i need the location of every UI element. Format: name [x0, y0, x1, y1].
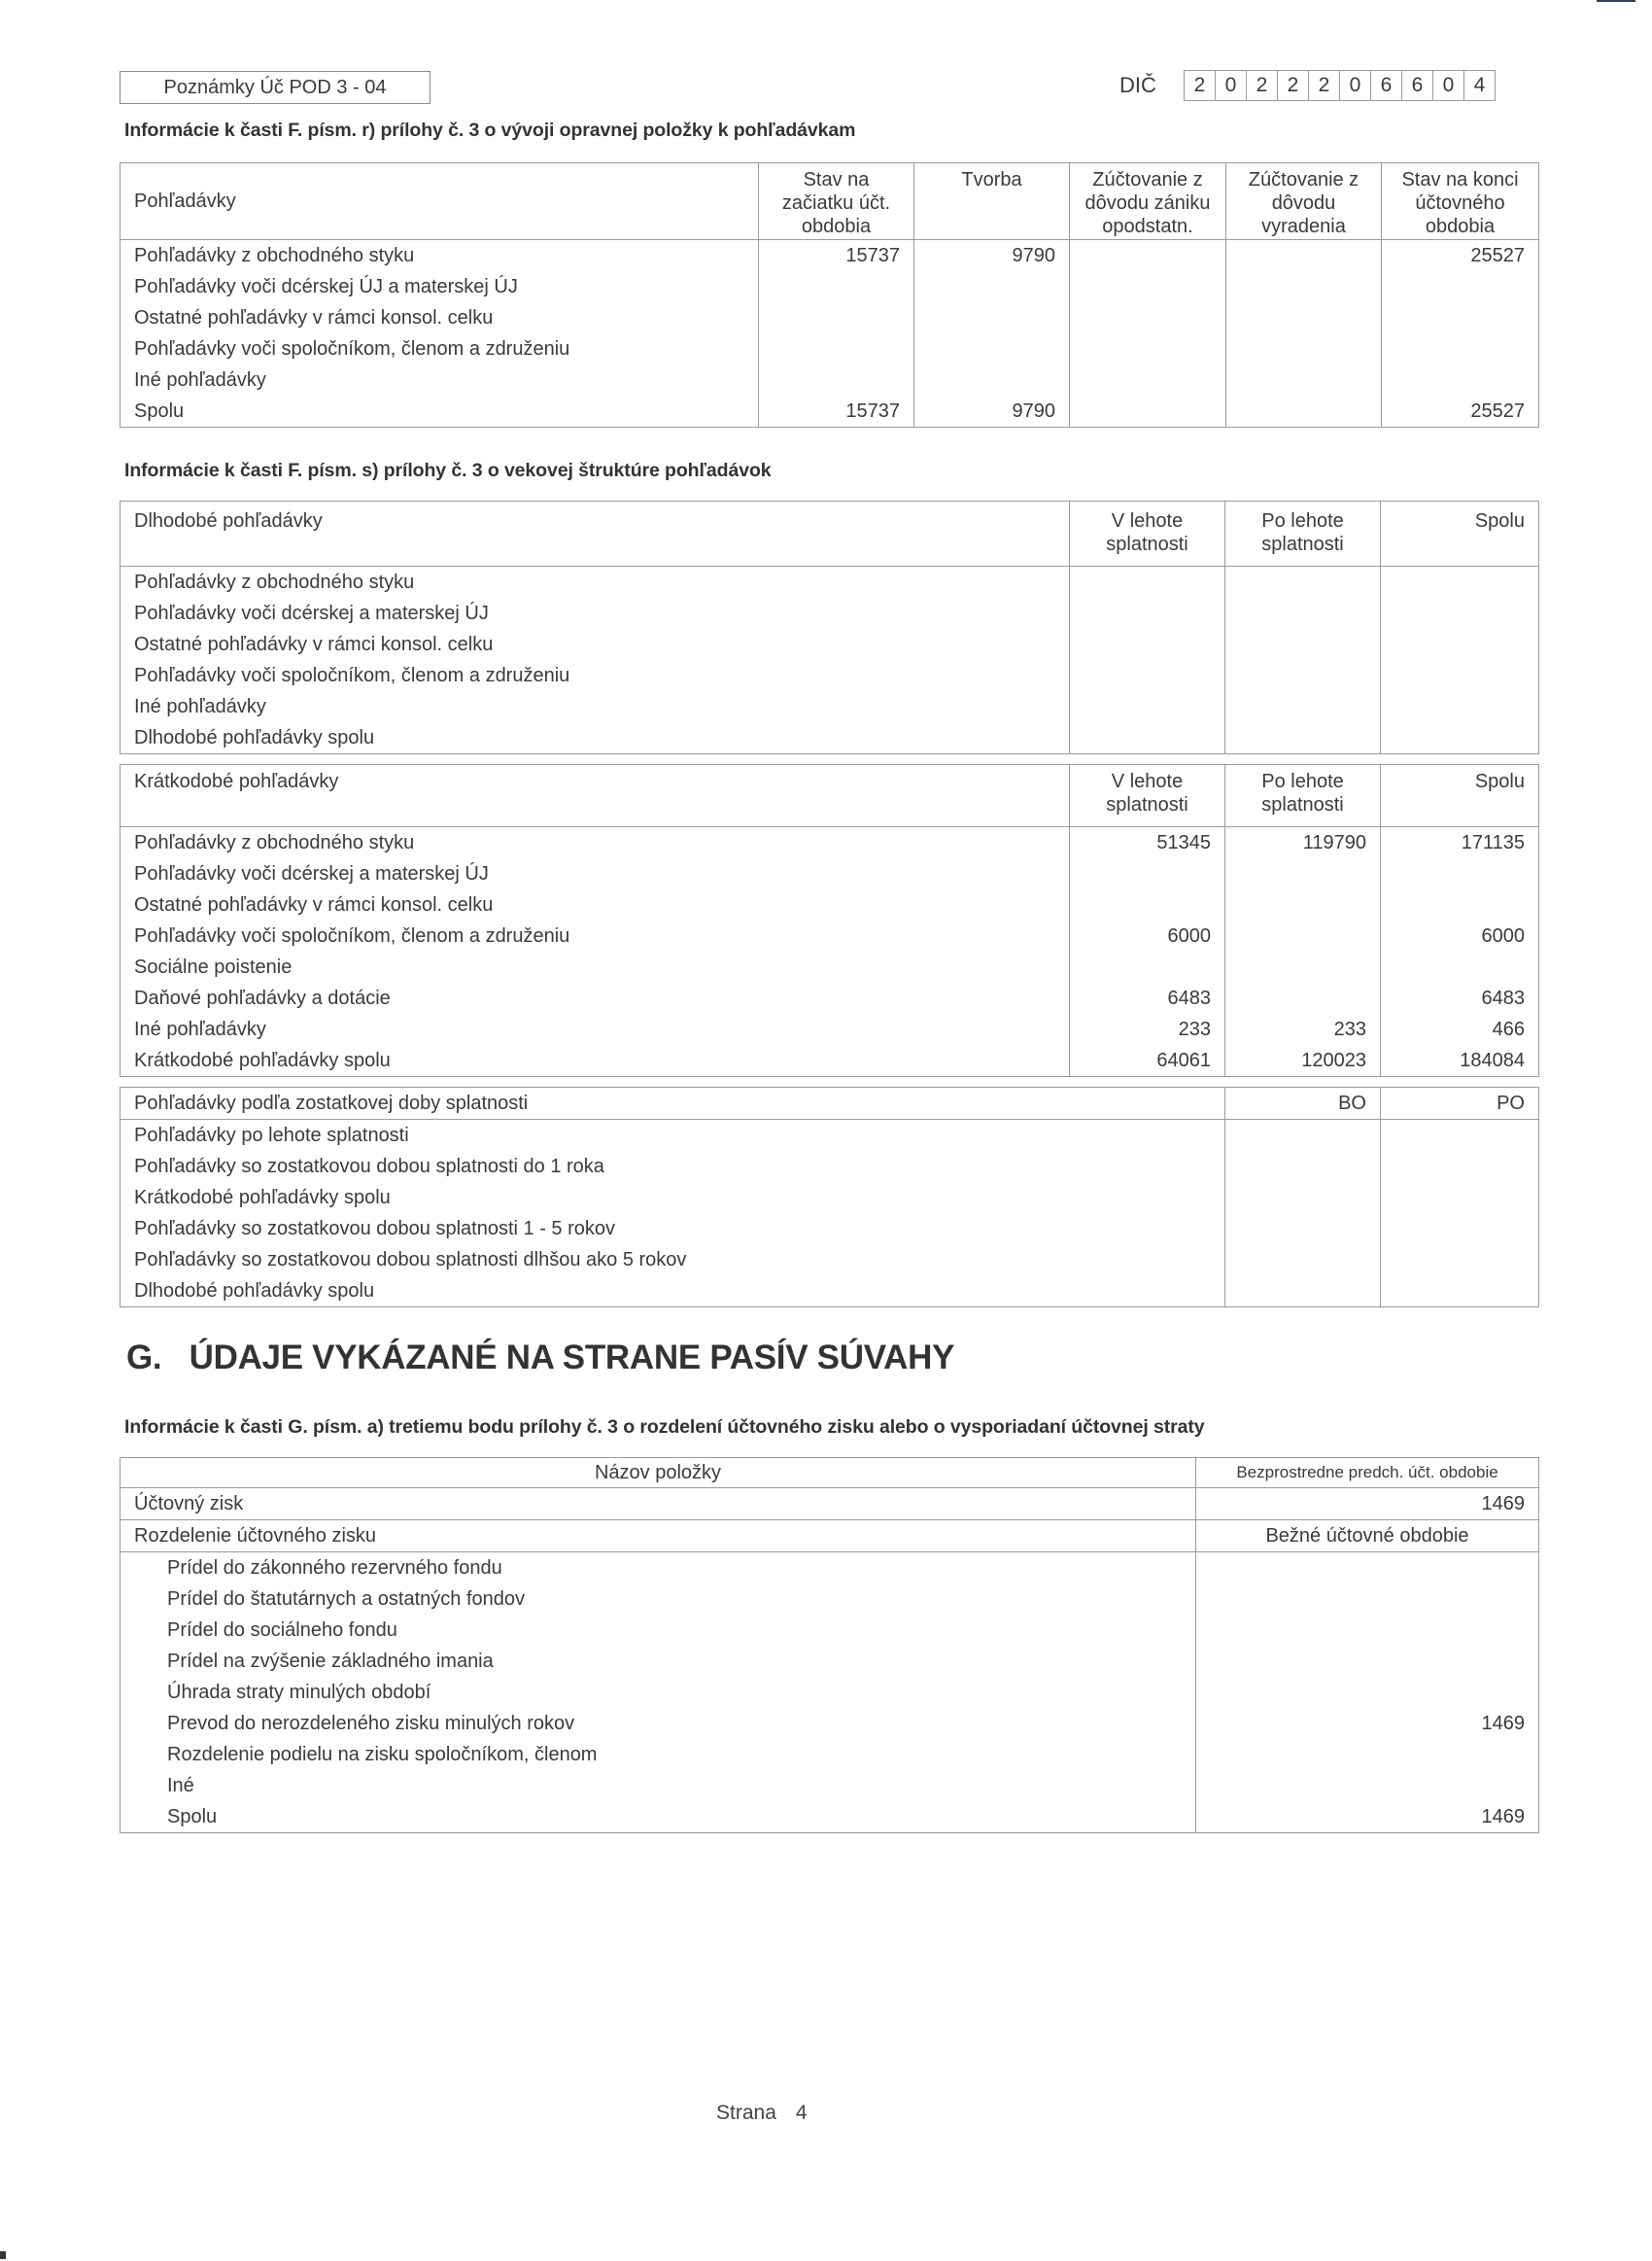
section-g-title: Informácie k časti G. písm. a) tretiemu bodu prílohy č. 3 o rozdelení účtovného zisku alebo o vysporiadaní účtovnej straty [124, 1416, 1205, 1438]
cell-overdue [1225, 921, 1381, 952]
dic-digit: 2 [1309, 71, 1340, 100]
cell-total [1381, 660, 1539, 691]
table-total-row [120, 1045, 1539, 1077]
cell-end [1382, 302, 1539, 333]
table-header-row [120, 1458, 1539, 1488]
table-row [120, 1213, 1539, 1244]
column-header: PO [1381, 1088, 1539, 1120]
table-row [120, 1120, 1539, 1152]
table-total-row [120, 1801, 1539, 1833]
cell-po [1381, 1182, 1539, 1213]
column-header: Stav na konci účtovného obdobia [1382, 163, 1539, 240]
cell-in-term [1070, 691, 1225, 722]
row-label: Daňové pohľadávky a dotácie [134, 988, 391, 1009]
cell-overdue [1225, 598, 1381, 629]
row-label: Dlhodobé pohľadávky spolu [134, 727, 375, 748]
table-row [120, 1770, 1539, 1801]
cell-settle-void [1070, 396, 1226, 428]
cell-po [1381, 1275, 1539, 1307]
table-row [120, 858, 1539, 889]
cell-start: 15737 [759, 396, 914, 428]
cell-bo [1225, 1151, 1381, 1182]
cell-end [1382, 271, 1539, 302]
column-header: Tvorba [914, 163, 1070, 240]
table-row [120, 827, 1539, 859]
page-number: 4 [795, 2102, 808, 2124]
cell-total [1381, 629, 1539, 660]
table-row [120, 1677, 1539, 1708]
page-footer [716, 2102, 808, 2125]
column-header: BO [1225, 1088, 1381, 1120]
table-row [120, 1151, 1539, 1182]
cell-value [1196, 1677, 1539, 1708]
row-label: Pohľadávky z obchodného styku [134, 245, 415, 266]
cell-total [1381, 567, 1539, 599]
row-label: Krátkodobé pohľadávky spolu [134, 1050, 391, 1071]
cell-bo [1225, 1275, 1381, 1307]
table-row [120, 598, 1539, 629]
cell-in-term [1070, 722, 1225, 754]
column-header: Po lehote splatnosti [1225, 502, 1381, 567]
dic-digit: 2 [1247, 71, 1278, 100]
scan-artifact [0, 2251, 6, 2259]
cell-total [1381, 889, 1539, 921]
column-header: Bežné účtovné obdobie [1196, 1520, 1539, 1552]
cell-bo [1225, 1182, 1381, 1213]
cell-po [1381, 1151, 1539, 1182]
cell-creation: 9790 [914, 396, 1070, 428]
cell-overdue [1225, 983, 1381, 1014]
cell-creation [914, 302, 1070, 333]
cell-settle-void [1070, 365, 1226, 396]
row-label: Ostatné pohľadávky v rámci konsol. celku [134, 634, 494, 655]
table-row [120, 240, 1539, 272]
table-row [120, 1182, 1539, 1213]
long-term-receivables-table [120, 501, 1539, 754]
cell-end: 25527 [1382, 396, 1539, 428]
cell-po [1381, 1120, 1539, 1152]
allowance-table [120, 162, 1539, 428]
table-total-row [120, 722, 1539, 754]
row-label: Pohľadávky z obchodného styku [134, 572, 415, 593]
cell-settle-remove [1226, 302, 1382, 333]
profit-distribution-table [120, 1457, 1539, 1833]
dic-digit: 4 [1473, 74, 1486, 96]
column-header: V lehote splatnosti [1070, 765, 1225, 827]
profit-row [120, 1488, 1539, 1520]
cell-settle-void [1070, 240, 1226, 272]
row-label: Prídel do štatutárnych a ostatných fondov [167, 1588, 525, 1610]
dic-digit: 2 [1185, 71, 1216, 100]
cell-total [1381, 691, 1539, 722]
table-row [120, 660, 1539, 691]
column-header: Pohľadávky podľa zostatkovej doby splatnosti [120, 1088, 1225, 1120]
dic-label: DIČ [1119, 73, 1156, 97]
cell-value [1196, 1646, 1539, 1677]
row-label: Prevod do nerozdeleného zisku minulých rokov [167, 1713, 575, 1734]
column-header: Zúčtovanie z dôvodu vyradenia [1226, 163, 1382, 240]
cell-in-term [1070, 567, 1225, 599]
section-fr-title: Informácie k časti F. písm. r) prílohy č. 3 o vývoji opravnej položky k pohľadávkam [124, 120, 856, 141]
cell-start [759, 365, 914, 396]
cell-in-term: 6000 [1070, 921, 1225, 952]
column-header: Spolu [1381, 765, 1539, 827]
row-label: Prídel do zákonného rezervného fondu [167, 1557, 502, 1579]
row-label: Rozdelenie podielu na zisku spoločníkom, členom [167, 1744, 598, 1765]
row-label: Pohľadávky so zostatkovou dobou splatnosti 1 - 5 rokov [134, 1218, 616, 1239]
cell-in-term: 233 [1070, 1014, 1225, 1045]
row-label: Pohľadávky voči dcérskej ÚJ a materskej ÚJ [134, 276, 518, 297]
cell-in-term [1070, 598, 1225, 629]
table-header-row [120, 1088, 1539, 1120]
cell-total: 171135 [1381, 827, 1539, 859]
row-label: Pohľadávky voči spoločníkom, členom a združeniu [134, 665, 570, 686]
page-label: Strana [716, 2102, 776, 2124]
column-header: Dlhodobé pohľadávky [120, 502, 1070, 567]
cell-overdue [1225, 691, 1381, 722]
row-label: Pohľadávky po lehote splatnosti [134, 1125, 409, 1146]
column-header: Spolu [1381, 502, 1539, 567]
column-header: Zúčtovanie z dôvodu zániku opodstatn. [1070, 163, 1226, 240]
cell-start [759, 302, 914, 333]
table-row [120, 567, 1539, 599]
row-label: Spolu [167, 1806, 218, 1827]
row-label: Úhrada straty minulých období [167, 1682, 431, 1703]
row-label: Prídel na zvýšenie základného imania [167, 1651, 494, 1672]
table-row [120, 1739, 1539, 1770]
cell-in-term [1070, 858, 1225, 889]
cell-overdue: 120023 [1225, 1045, 1381, 1077]
dic-digit: 6 [1402, 71, 1433, 100]
cell-value [1196, 1615, 1539, 1646]
row-label: Účtovný zisk [120, 1488, 1196, 1520]
cell-in-term [1070, 952, 1225, 983]
cell-value [1196, 1739, 1539, 1770]
cell-in-term: 64061 [1070, 1045, 1225, 1077]
column-header: Stav na začiatku účt. obdobia [759, 163, 914, 240]
cell-settle-void [1070, 333, 1226, 365]
cell-value: 1469 [1196, 1801, 1539, 1833]
table-row [120, 1708, 1539, 1739]
form-code-box: Poznámky Úč POD 3 - 04 [120, 71, 430, 104]
cell-creation [914, 333, 1070, 365]
cell-total [1381, 858, 1539, 889]
row-label: Pohľadávky so zostatkovou dobou splatnosti do 1 roka [134, 1156, 604, 1177]
cell-total: 184084 [1381, 1045, 1539, 1077]
table-header-row [120, 502, 1539, 567]
cell-value [1196, 1770, 1539, 1801]
row-label: Ostatné pohľadávky v rámci konsol. celku [134, 307, 494, 329]
row-label: Pohľadávky voči dcérskej a materskej ÚJ [134, 603, 489, 624]
cell-settle-remove [1226, 240, 1382, 272]
row-label: Iné pohľadávky [134, 1019, 266, 1040]
cell-po [1381, 1244, 1539, 1275]
table-row [120, 889, 1539, 921]
cell-creation [914, 271, 1070, 302]
row-label: Prídel do sociálneho fondu [167, 1619, 397, 1641]
cell-overdue [1225, 629, 1381, 660]
cell-total [1381, 722, 1539, 754]
cell-settle-remove [1226, 333, 1382, 365]
row-label: Ostatné pohľadávky v rámci konsol. celku [134, 894, 494, 916]
cell-overdue [1225, 660, 1381, 691]
dic-digit: 0 [1433, 71, 1464, 100]
table-row [120, 302, 1539, 333]
cell-overdue [1225, 858, 1381, 889]
row-label: Dlhodobé pohľadávky spolu [134, 1280, 375, 1302]
cell-value [1196, 1583, 1539, 1615]
cell-in-term [1070, 660, 1225, 691]
cell-overdue: 233 [1225, 1014, 1381, 1045]
dic-digit-boxes [1184, 70, 1496, 101]
table-header-row [120, 163, 1539, 240]
row-label: Pohľadávky so zostatkovou dobou splatnosti dlhšou ako 5 rokov [134, 1249, 687, 1270]
cell-total [1381, 598, 1539, 629]
short-term-receivables-table [120, 764, 1539, 1077]
table-row [120, 691, 1539, 722]
row-label: Pohľadávky voči spoločníkom, členom a združeniu [134, 338, 570, 360]
section-g-heading: G. ÚDAJE VYKÁZANÉ NA STRANE PASÍV SÚVAHY [126, 1339, 955, 1376]
cell-value: 1469 [1196, 1488, 1539, 1520]
cell-creation: 9790 [914, 240, 1070, 272]
row-label: Pohľadávky voči dcérskej a materskej ÚJ [134, 863, 489, 885]
cell-total [1381, 952, 1539, 983]
cell-settle-remove [1226, 365, 1382, 396]
column-header: Názov položky [120, 1458, 1196, 1488]
column-header: Pohľadávky [120, 163, 759, 240]
cell-value: 1469 [1196, 1708, 1539, 1739]
table-row [120, 1014, 1539, 1045]
cell-settle-void [1070, 271, 1226, 302]
cell-value [1196, 1552, 1539, 1584]
cell-end [1382, 333, 1539, 365]
dic-digit: 2 [1278, 71, 1309, 100]
cell-bo [1225, 1244, 1381, 1275]
cell-settle-void [1070, 302, 1226, 333]
table-row [120, 1244, 1539, 1275]
column-header: Bezprostredne predch. účt. obdobie [1196, 1458, 1539, 1488]
row-label: Krátkodobé pohľadávky spolu [134, 1187, 391, 1208]
row-label: Pohľadávky voči spoločníkom, členom a združeniu [134, 925, 570, 947]
column-header: V lehote splatnosti [1070, 502, 1225, 567]
table-row [120, 1646, 1539, 1677]
cell-creation [914, 365, 1070, 396]
cell-start [759, 271, 914, 302]
cell-end: 25527 [1382, 240, 1539, 272]
cell-overdue [1225, 889, 1381, 921]
table-row [120, 1583, 1539, 1615]
row-label: Iné pohľadávky [134, 696, 266, 717]
cell-overdue [1225, 952, 1381, 983]
column-header: Po lehote splatnosti [1225, 765, 1381, 827]
cell-total: 466 [1381, 1014, 1539, 1045]
row-label: Iné [167, 1775, 194, 1796]
dic-digit: 0 [1216, 71, 1247, 100]
row-label: Iné pohľadávky [134, 369, 266, 391]
table-row [120, 365, 1539, 396]
table-total-row [120, 1275, 1539, 1307]
row-label: Sociálne poistenie [134, 957, 293, 978]
cell-start [759, 333, 914, 365]
cell-start: 15737 [759, 240, 914, 272]
cell-overdue: 119790 [1225, 827, 1381, 859]
cell-settle-remove [1226, 396, 1382, 428]
cell-in-term: 6483 [1070, 983, 1225, 1014]
table-row [120, 1552, 1539, 1584]
column-header: Krátkodobé pohľadávky [120, 765, 1070, 827]
table-row [120, 952, 1539, 983]
table-row [120, 333, 1539, 365]
cell-bo [1225, 1213, 1381, 1244]
row-label: Rozdelenie účtovného zisku [120, 1520, 1196, 1552]
table-row [120, 629, 1539, 660]
dic-digit: 6 [1371, 71, 1402, 100]
cell-po [1381, 1213, 1539, 1244]
distribution-header-row [120, 1520, 1539, 1552]
section-fs-title: Informácie k časti F. písm. s) prílohy č. 3 o vekovej štruktúre pohľadávok [124, 460, 772, 481]
table-header-row [120, 765, 1539, 827]
table-total-row [120, 396, 1539, 428]
table-row [120, 921, 1539, 952]
cell-end [1382, 365, 1539, 396]
row-label: Spolu [134, 400, 185, 422]
cell-bo [1225, 1120, 1381, 1152]
table-row [120, 271, 1539, 302]
table-row [120, 1615, 1539, 1646]
row-label: Pohľadávky z obchodného styku [134, 832, 415, 853]
cell-overdue [1225, 567, 1381, 599]
cell-total: 6000 [1381, 921, 1539, 952]
cell-in-term [1070, 629, 1225, 660]
remaining-maturity-table [120, 1087, 1539, 1307]
cell-overdue [1225, 722, 1381, 754]
cell-total: 6483 [1381, 983, 1539, 1014]
scan-corner-mark [1597, 0, 1635, 2]
table-row [120, 983, 1539, 1014]
cell-in-term [1070, 889, 1225, 921]
dic-digit: 0 [1340, 71, 1371, 100]
cell-in-term: 51345 [1070, 827, 1225, 859]
cell-settle-remove [1226, 271, 1382, 302]
